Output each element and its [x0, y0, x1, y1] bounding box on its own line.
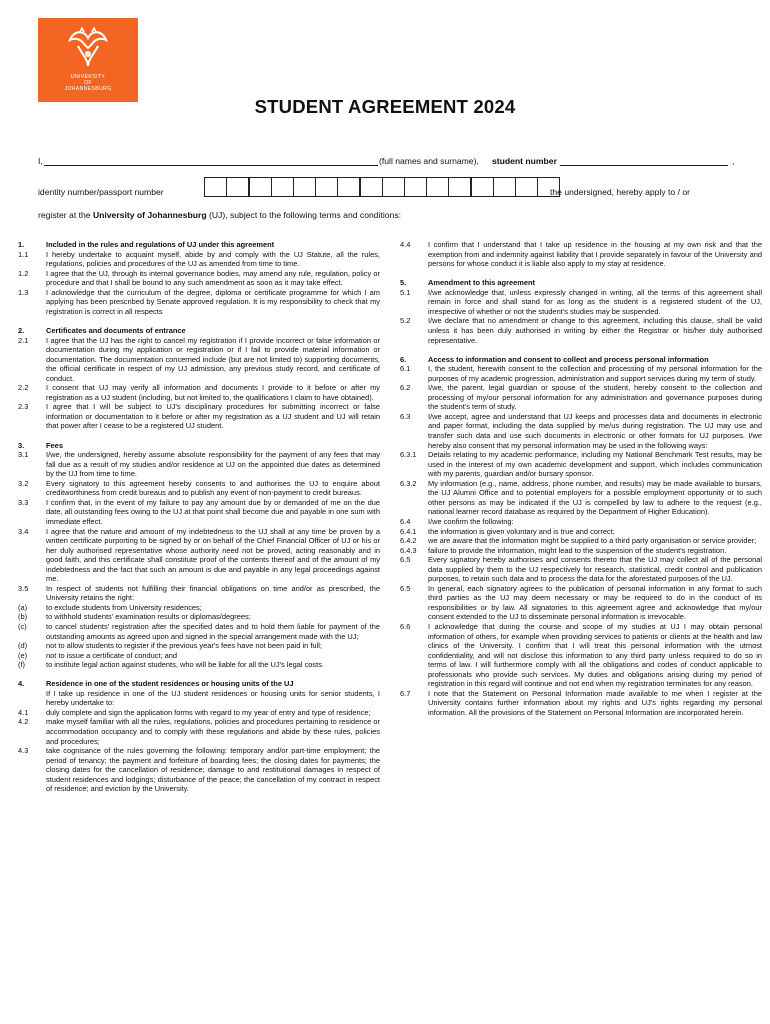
clause-text: to exclude students from University residences; [46, 602, 202, 612]
clause-number: 3.5 [18, 583, 29, 593]
clause-text: Residence in one of the student residences or housing units of the UJ [46, 679, 294, 689]
clause-number: 3. [18, 440, 25, 450]
clause-text: I acknowledge that during the course and scope of my studies at UJ I may obtain personal information of others, for example when providing services to patients or clients at the health and law clinics of the University. I confirm that I will treat this personal information with the utmost confidentiality, and will not disclose this information to any third party unless required to do so in terms of law. I will furthermore comply with all the obligations and codes of conduct applicable to professionals who provide such services. My duties and obligations arising during my period of registration in this regard will continue and not end when my registration terminates for any reason. [428, 621, 762, 689]
clause-number: 3.2 [18, 478, 29, 488]
clause-text: In respect of students not fulfilling their financial obligations on time and/or as prescribed, the University retains the right: [46, 583, 380, 603]
id-box[interactable] [493, 177, 516, 197]
clause [18, 603, 380, 613]
clause-number: 5.2 [400, 316, 411, 326]
section-heading [400, 278, 762, 288]
clause-text: My information (e.g., name, address, phone number, and results) may be made available to bursars, the UJ Alumni Office and to potential employers for a possible employment opportunity or to such other persons as may be indicated if the UJ is compelled by law to adhere to the request (e.g., national learner record database as required by the Department of Higher Education). [428, 478, 762, 517]
section-heading [18, 240, 380, 250]
clause-text: not to issue a certificate of conduct; and [46, 650, 178, 660]
clause [18, 651, 380, 661]
student-number-label: student number [492, 156, 557, 166]
clause-number: 6.5 [400, 583, 411, 593]
clause-text: the information is given voluntary and is true and correct; [428, 526, 615, 536]
id-box[interactable] [337, 177, 360, 197]
clause [400, 622, 762, 689]
university-name: University of Johannesburg [92, 210, 207, 220]
clause [18, 641, 380, 651]
clause-text: I note that the Statement on Personal Information made available to me when I register at the University contains further information about my rights and UJ's rights regarding my personal information. All the provisions of the Statement on Personal Information are incorporated herein. [428, 688, 762, 717]
clause [400, 546, 762, 556]
clause [400, 555, 762, 584]
clause [18, 288, 380, 317]
clause-text: Access to information and consent to collect and process personal information [428, 354, 709, 364]
clause-text: I acknowledge that the curriculum of the degree, diploma or certificate programme for which I am applying has been prescribed by Senate approved regulation. It is my responsibility to check that my registration is correct in all respects [46, 287, 380, 316]
clause-text: In general, each signatory agrees to the publication of personal information in any format to such third parties as the UJ may deem necessary or may be required to do in the conduct of its responsibilities or by law. All signatories to this agreement agree and acknowledge that my/our consent extended to the UJ to disseminate personal information is irrevocable. [428, 583, 762, 622]
clause-text: duly complete and sign the application forms with regard to my year of entry and type of residence; [46, 707, 371, 717]
clause-text: Certificates and documents of entrance [46, 325, 186, 335]
name-line [38, 156, 738, 168]
clause-number: 6.5 [400, 555, 411, 565]
section-gap [400, 269, 762, 279]
clause-text: I agree that the UJ has the right to cancel my registration if I provide incorrect or false information or documentation during my application or registration or if I fail to provide material information or documentation. The documentation concerned include (but are not limited to) supporting documents, the official certificate in respect of my UJ admission, any previous study record, and certificate of conduct. [46, 335, 380, 383]
clause-number: 2.3 [18, 402, 29, 412]
clause-number: (f) [18, 660, 26, 670]
clause-number: 6.3 [400, 411, 411, 421]
clause-text: I agree that the UJ, through its internal governance bodies, may amend any rule, regulation, policy or procedure and that I shall be bound to any such amendment as soon as it may take effect. [46, 268, 380, 288]
clause [400, 316, 762, 345]
clause-text: Details relating to my academic performance, including my National Benchmark Test results, may be used in the interest of my own academic development and support, which includes communication with my parents, guardian and/or bursary sponsor. [428, 450, 762, 479]
section-gap [18, 431, 380, 441]
clause [400, 479, 762, 517]
clause-text: take cognisance of the rules governing the following: temporary and/or part-time employment; the period of tenancy; the payment and forfeiture of boarding fees; the closing dates for payments; the closing dates for the cancellation of residence; damage to and restitutional damages in respect of student residences and lodgings; disturbance of the peace; the cancellation of my contract in respect of residence; and eviction by the University. [46, 746, 380, 794]
clause [18, 584, 380, 603]
section-heading [18, 326, 380, 336]
clause-text: I/we acknowledge that, unless expressly changed in writing, all the terms of this agreement shall remain in force and shall stand for as long as the student is a registered student of the UJ, irrespective of whether or not the student's studies may be suspended. [428, 287, 762, 316]
id-box[interactable] [515, 177, 538, 197]
clause-text: not to allow students to register if the previous year's fees have not been paid in full; [46, 641, 322, 651]
clause-number: 1.1 [18, 249, 29, 259]
clause-number: (d) [18, 641, 28, 651]
clause-number: 6.4 [400, 516, 411, 526]
clause-number: 6.1 [400, 364, 411, 374]
clause [18, 269, 380, 288]
clause [18, 498, 380, 527]
right-column [400, 240, 762, 717]
uj-logo [38, 18, 138, 102]
clause [18, 660, 380, 670]
id-box[interactable] [404, 177, 427, 197]
id-box[interactable] [204, 177, 227, 197]
clause [18, 746, 380, 794]
clause [400, 383, 762, 412]
id-box[interactable] [315, 177, 338, 197]
clause-number: 6.2 [400, 383, 411, 393]
clause-text: I confirm that, in the event of my failure to pay any amount due by or demanded of me on the due date, all outstanding fees owing to the UJ at that point shall become due and payable in one sum with immediate effect. [46, 497, 380, 526]
clause [400, 517, 762, 527]
clause-text: I/we confirm the following: [428, 516, 514, 526]
uj-crest-icon [64, 26, 112, 70]
clause-text: I confirm that I understand that I take up residence in the housing at my own risk and that the exemption from and indemnity against liability that I provide separately in favour of the University and persons for whose conduct it is liable also apply to my stay at residence. [428, 240, 762, 269]
register-line [38, 210, 401, 220]
full-names-field[interactable] [44, 165, 378, 166]
register-prefix: register at the [38, 210, 93, 220]
clause-number: (b) [18, 612, 28, 622]
clause [18, 402, 380, 431]
clause-text: I, the student, herewith consent to the collection and processing of my personal information for the purposes of my academic progression, administration and support services during my term of study. [428, 364, 762, 383]
clause [18, 717, 380, 746]
clause [400, 584, 762, 622]
clause [18, 479, 380, 498]
clause-text: I/we, the parent, legal guardian or spouse of the student, hereby consent to the collection and processing of my/our personal information for any administration and governance purposes during the student's term of study. [428, 383, 762, 412]
clause-number: 5. [400, 278, 407, 288]
id-box[interactable] [271, 177, 294, 197]
clause [18, 622, 380, 641]
clause-text: Included in the rules and regulations of UJ under this agreement [46, 240, 275, 249]
page-title: STUDENT AGREEMENT 2024 [254, 96, 516, 117]
section-gap [400, 345, 762, 355]
clause-number: 6.4.3 [400, 545, 417, 555]
clause [400, 364, 762, 383]
clause-number: 6. [400, 354, 407, 364]
i-prefix: I, [38, 156, 43, 166]
id-box[interactable] [448, 177, 471, 197]
clause-number: 6.3.2 [400, 478, 417, 488]
clause-text: make myself familiar with all the rules, regulations, policies and procedures pertaining to residence or accommodation occupancy and to comply with these regulations and abide by these rules, policies and procedures; [46, 717, 380, 746]
section-heading [400, 355, 762, 365]
clause-number: 1. [18, 240, 25, 249]
clause-text: I/we declare that no amendment or change to this agreement, including this clause, shall be valid unless it has been duly authorised in writing by either the Registrar or his/her duly authorised representative. [428, 316, 762, 345]
clause-number: 4.1 [18, 707, 29, 717]
id-box[interactable] [226, 177, 249, 197]
clause-number: 5.1 [400, 287, 411, 297]
section-heading [18, 679, 380, 689]
clause-number: 4.3 [18, 746, 29, 756]
clause [18, 450, 380, 479]
clause-number: (e) [18, 650, 28, 660]
id-box[interactable] [426, 177, 449, 197]
clause [400, 240, 762, 269]
clause-number: 4.2 [18, 717, 29, 727]
clause-text: I consent that UJ may verify all information and documents I provide to it before or after my registration as a UJ student (including, but not limited to, the qualifications I claim to have obtained). [46, 383, 380, 402]
logo-text-of: OF [84, 80, 92, 86]
logo-text-university: UNIVERSITY [70, 74, 106, 80]
clause [18, 689, 380, 708]
clause-text: Every signatory to this agreement hereby consents to and authorises the UJ to enquire about creditworthiness from credit bureaus and to publish any event of non-payment to credit bureaus. [46, 478, 380, 498]
clause-number: 6.7 [400, 688, 411, 698]
clause-text: failure to provide the information, might lead to the suspension of the student's registration. [428, 545, 727, 555]
full-names-label: (full names and surname), [379, 156, 479, 166]
identity-number-boxes[interactable] [205, 177, 560, 197]
undersigned-text: the undersigned, hereby apply to / or [550, 187, 690, 197]
clause [400, 536, 762, 546]
clause-text: to institute legal action against students, who will be liable for all the UJ's legal costs. [46, 660, 324, 670]
clause-number: 3.4 [18, 526, 29, 536]
clause [18, 612, 380, 622]
clause-text: to withhold students' examination results or diplomas/degrees; [46, 612, 251, 622]
clause-text: I/we accept, agree and understand that UJ keeps and processes data and documents in electronic and paper format, including the data supplied by me/us during registration. The UJ may use and transfer such data and use such documents in electronic or other formats for UJ purposes. I/we hereby also consent that my personal information may be used in the following ways: [428, 411, 762, 450]
clause-text: to cancel students' registration after the specified dates and to hold them liable for payment of the outstanding amounts as agreed upon and signed in the special arrangement made with the UJ; [46, 621, 380, 641]
clause [400, 412, 762, 450]
clause-number: 2.1 [18, 335, 29, 345]
clause [18, 708, 380, 718]
id-box[interactable] [537, 177, 560, 197]
clause-number: 4. [18, 679, 25, 689]
id-box[interactable] [471, 177, 494, 197]
section-gap [18, 670, 380, 680]
clause-number: 6.3.1 [400, 450, 417, 460]
clause-number: 3.3 [18, 497, 29, 507]
section-gap [18, 316, 380, 326]
clause-number: 1.2 [18, 268, 29, 278]
left-column [18, 240, 380, 794]
clause [400, 527, 762, 537]
clause [18, 336, 380, 384]
clause-number: 6.6 [400, 621, 411, 631]
register-suffix: (UJ), subject to the following terms and conditions: [206, 210, 401, 220]
clause-text: If I take up residence in one of the UJ student residences or housing units for senior students, I hereby undertake to: [46, 688, 380, 708]
id-box[interactable] [382, 177, 405, 197]
clause-number [18, 689, 46, 708]
clause-number: 4.4 [400, 240, 411, 249]
clause-text: Fees [46, 440, 63, 450]
student-number-field[interactable] [560, 165, 728, 166]
clause [400, 689, 762, 718]
clause-number: 1.3 [18, 287, 29, 297]
clause [400, 450, 762, 479]
identity-label: identity number/passport number [38, 187, 164, 197]
clause-number: 3.1 [18, 450, 29, 460]
clause-number: (c) [18, 621, 27, 631]
clause-text: Amendment to this agreement [428, 278, 536, 288]
clause-text: I hereby undertake to acquaint myself, abide by and comply with the UJ Statute, all the rules, regulations, policies and procedures of the UJ as amended from time to time. [46, 249, 380, 269]
clause-number: 6.4.1 [400, 526, 417, 536]
clause-number: 2.2 [18, 383, 29, 393]
clause-text: I/we, the undersigned, hereby assume absolute responsibility for the payment of any fees that may fall due as a result of my studies and/or residence at UJ on the appointed due dates as determined by the UJ from time to time. [46, 450, 380, 479]
clause-number: (a) [18, 602, 28, 612]
id-box[interactable] [249, 177, 272, 197]
clause-text: we are aware that the information might be supplied to a third party organisation or service provider; [428, 536, 757, 546]
clause [18, 250, 380, 269]
clause-text: Every signatory hereby authorises and consents thereto that the UJ may collect all of the personal data supplied by them to the UJ respectively for research, statistical, credit control and publication purposes, to retain such data and to process the data for the aforestated purposes of the UJ. [428, 555, 762, 584]
id-box[interactable] [360, 177, 383, 197]
clause-text: I agree that the nature and amount of my indebtedness to the UJ shall at any time be proven by a written certificate purporting to be signed by or on behalf of the Chief Financial Officer of UJ or his or her duly authorised representative whose authority need not be proved, acting reasonably and in good faith, and this certificate shall constitute proof of the contents thereof and of the amount of my indebtedness and the fact that such an amount is due and payable in any legal proceedings against me. [46, 526, 380, 584]
clause [400, 288, 762, 317]
clause [18, 383, 380, 402]
clause-number: 2. [18, 325, 25, 335]
clause-number: 6.4.2 [400, 536, 417, 546]
logo-text-johannesburg: JOHANNESBURG [64, 86, 112, 92]
comma: , [732, 156, 735, 166]
clause [18, 527, 380, 584]
clause-text: I agree that I will be subject to UJ's disciplinary procedures for submitting incorrect or false information or documentation to it before or after my registration as a UJ student and UJ will retain that power after I cease to be a registered UJ student. [46, 402, 380, 431]
id-box[interactable] [293, 177, 316, 197]
section-heading [18, 441, 380, 451]
